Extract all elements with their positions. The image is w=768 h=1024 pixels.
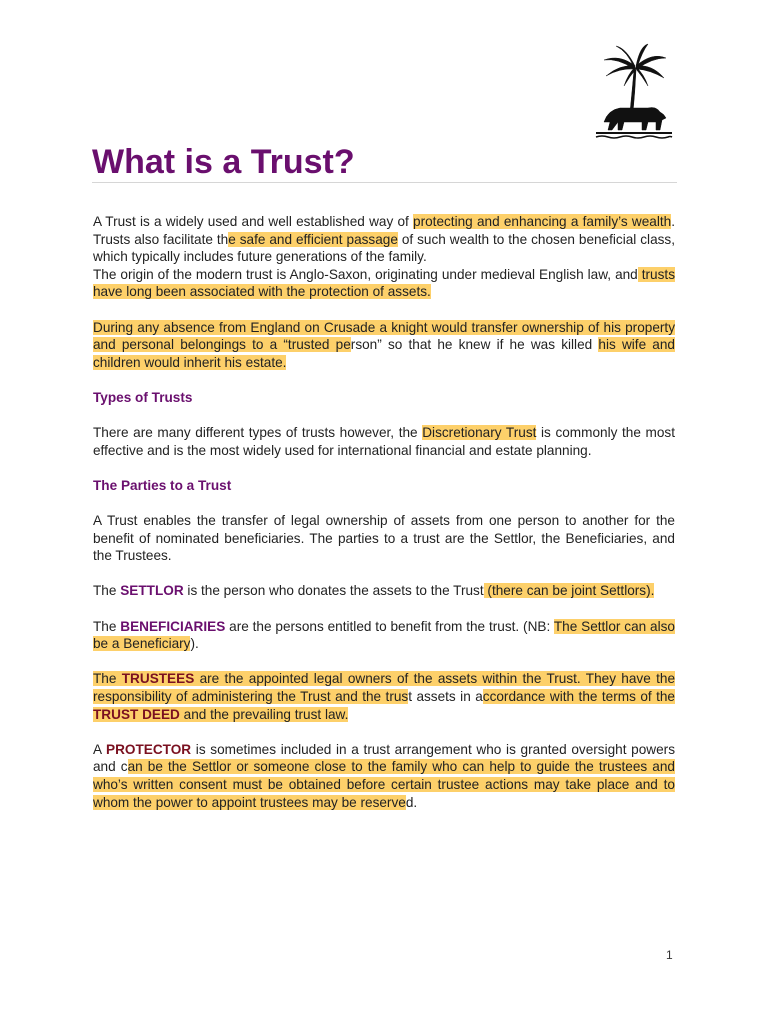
palm-tree-leopard-logo — [590, 42, 678, 142]
types-paragraph: There are many different types of trusts however, the Discretionary Trust is commonly the most effective and is the most widely used for international financial and estate planning. — [93, 425, 675, 458]
trustees-paragraph: The TRUSTEES are the appointed legal owners of the assets within the Trust. They have the responsibility of administering the Trust and the trust assets in accordance with the terms of the TRUST DEED and the prevailing trust law. — [93, 671, 675, 722]
crusade-paragraph: During any absence from England on Crusade a knight would transfer ownership of his property and personal belongings to a “trusted person” so that he knew if he was killed his wife and children would inherit his estate. — [93, 319, 675, 370]
types-of-trusts-heading: Types of Trusts — [93, 389, 193, 405]
parties-paragraph: A Trust enables the transfer of legal ownership of assets from one person to another for the benefit of nominated beneficiaries. The parties to a trust are the Settlor, the Beneficiaries, and the Trustees. — [93, 513, 675, 564]
protector-paragraph: A PROTECTOR is sometimes included in a trust arrangement who is granted oversight powers and can be the Settlor or someone close to the family who can help to guide the trustees and who’s written consent must be obtained before certain trustee actions may take place and to whom the power to appoint trustees may be reserved. — [93, 741, 676, 810]
origin-paragraph: The origin of the modern trust is Anglo-Saxon, originating under medieval English law, and trusts have long been associated with the protection of assets. — [93, 266, 675, 300]
page-title: What is a Trust? — [92, 143, 355, 181]
intro-paragraph: A Trust is a widely used and well established way of protecting and enhancing a family’s wealth. Trusts also facilitate the safe and efficient passage of such wealth to the chosen beneficial class, which typically includes future generations of the family. — [93, 214, 676, 265]
beneficiaries-paragraph: The BENEFICIARIES are the persons entitled to benefit from the trust. (NB: The Settlor can also be a Beneficiary). — [93, 618, 675, 652]
page-number: 1 — [666, 948, 673, 962]
title-divider — [92, 182, 677, 183]
parties-heading: The Parties to a Trust — [93, 477, 232, 493]
settlor-paragraph: The SETTLOR is the person who donates the assets to the Trust (there can be joint Settlors). — [93, 583, 655, 599]
document-body — [93, 213, 675, 829]
